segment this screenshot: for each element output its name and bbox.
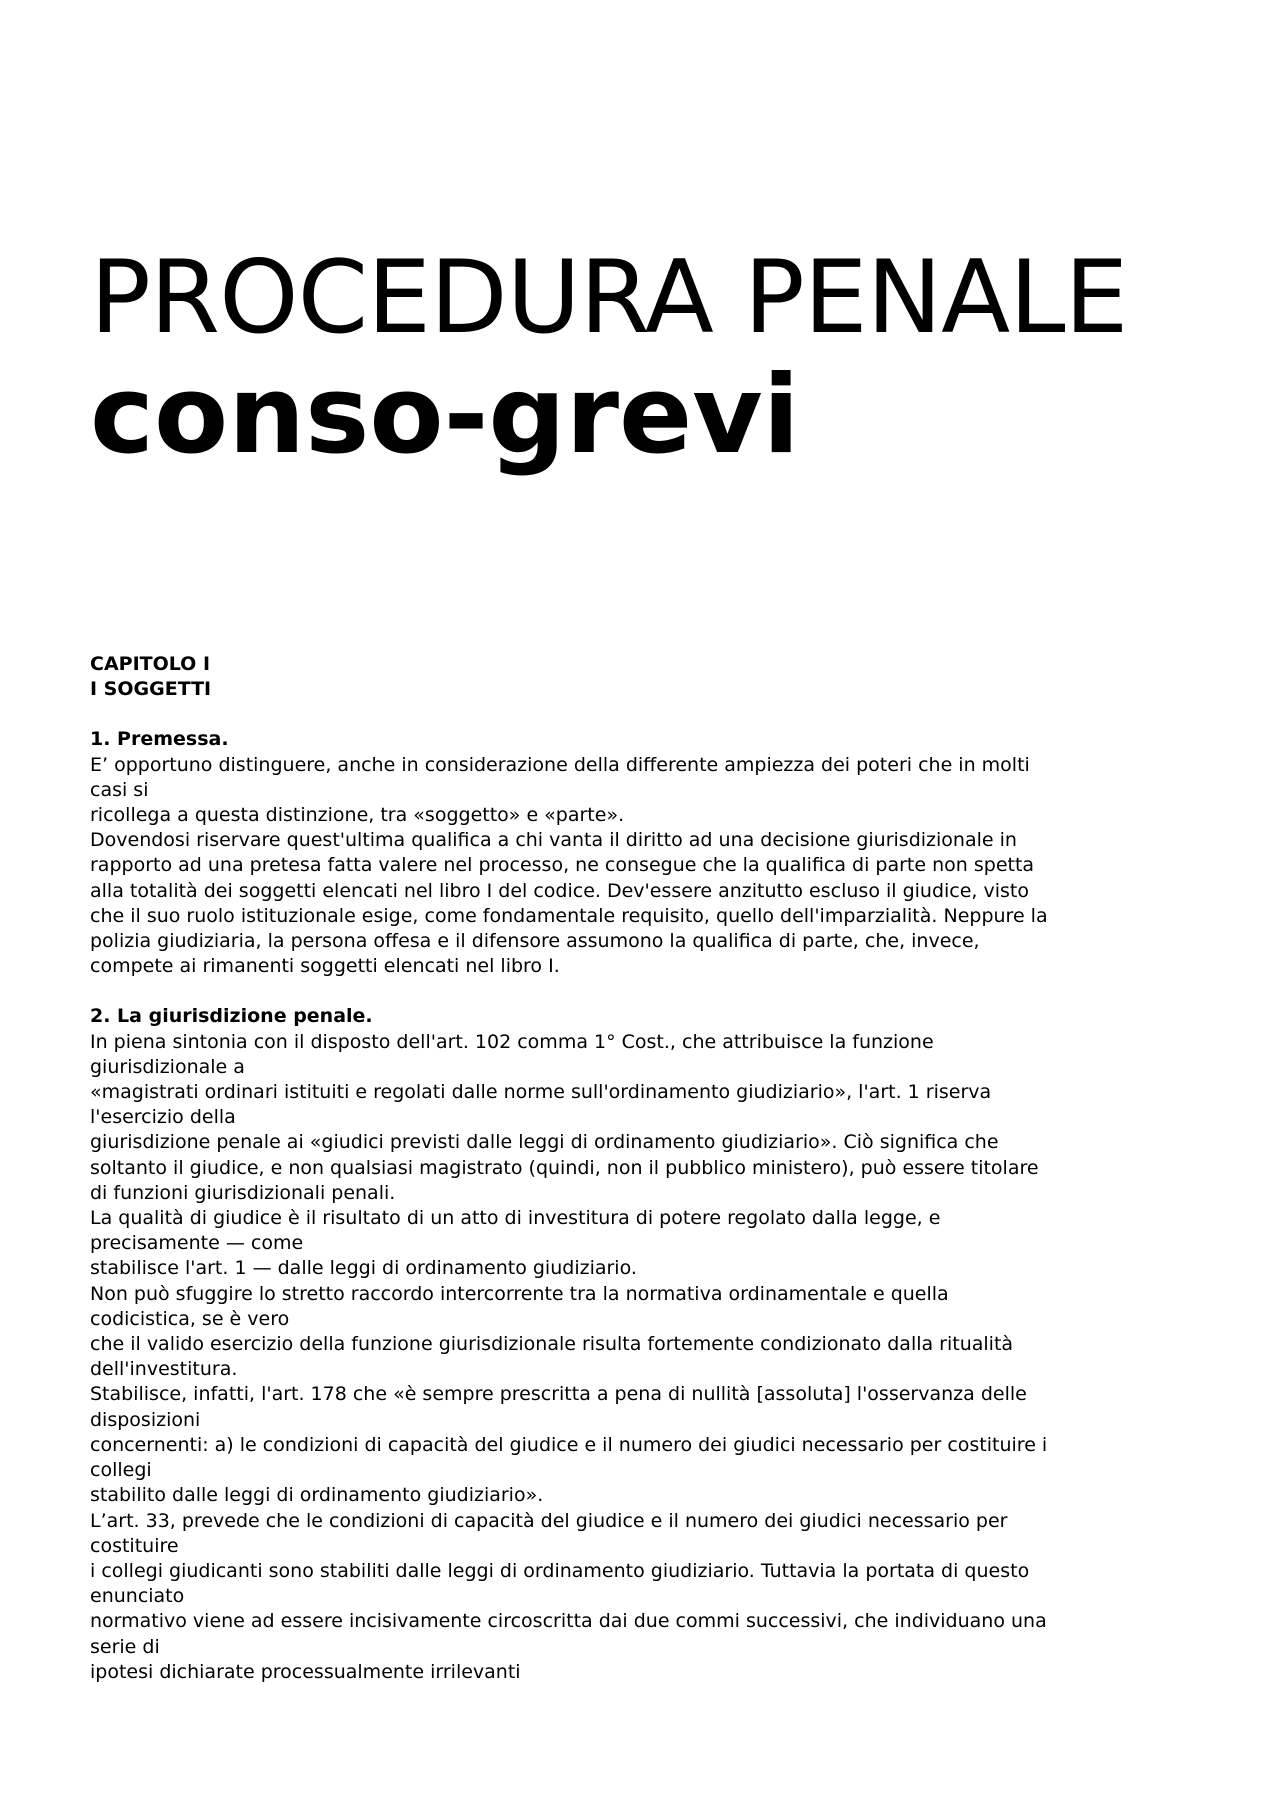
paragraph-line: giurisdizionale a bbox=[90, 1055, 245, 1078]
paragraph-line: E’ opportuno distinguere, anche in considerazione della differente ampiezza dei poteri che in molti bbox=[90, 753, 1030, 776]
title-block bbox=[90, 238, 1200, 476]
paragraph-line: normativo viene ad essere incisivamente circoscritta dai due commi successivi, che individuano una bbox=[90, 1610, 1047, 1633]
paragraph-line: stabilisce l'art. 1 — dalle leggi di ordinamento giudiziario. bbox=[90, 1257, 637, 1280]
paragraph-line: collegi bbox=[90, 1459, 152, 1482]
section-heading: 1. Premessa. bbox=[90, 728, 229, 751]
paragraph-line: soltanto il giudice, e non qualsiasi magistrato (quindi, non il pubblico ministero), può essere titolare bbox=[90, 1156, 1039, 1179]
paragraph-line: che il valido esercizio della funzione giurisdizionale risulta fortemente condizionato dalla ritualità bbox=[90, 1333, 1014, 1356]
paragraph-line: ipotesi dichiarate processualmente irrilevanti bbox=[90, 1660, 521, 1683]
paragraph-line: L’art. 33, prevede che le condizioni di capacità del giudice e il numero dei giudici necessario per bbox=[90, 1509, 1008, 1532]
paragraph-line: casi si bbox=[90, 778, 149, 801]
paragraph-line: enunciato bbox=[90, 1585, 185, 1608]
paragraph-line: i collegi giudicanti sono stabiliti dalle leggi di ordinamento giudiziario. Tuttavia la portata di questo bbox=[90, 1559, 1030, 1582]
paragraph-line: Dovendosi riservare quest'ultima qualifica a chi vanta il diritto ad una decisione giurisdizionale in bbox=[90, 829, 1017, 852]
paragraph-line: rapporto ad una pretesa fatta valere nel processo, ne consegue che la qualifica di parte non spetta bbox=[90, 854, 1035, 877]
paragraph-line: che il suo ruolo istituzionale esige, come fondamentale requisito, quello dell'imparzialità. Neppure la bbox=[90, 904, 1048, 927]
chapter-block bbox=[90, 652, 1200, 1685]
paragraph-line: alla totalità dei soggetti elencati nel libro I del codice. Dev'essere anzitutto escluso il giudice, visto bbox=[90, 879, 1030, 902]
paragraph-line: stabilito dalle leggi di ordinamento giudiziario». bbox=[90, 1484, 544, 1507]
paragraph-line: Non può sfuggire lo stretto raccordo intercorrente tra la normativa ordinamentale e quella bbox=[90, 1282, 949, 1305]
paragraph-line: polizia giudiziaria, la persona offesa e il difensore assumono la qualifica di parte, che, invece, bbox=[90, 930, 980, 953]
paragraph-line: In piena sintonia con il disposto dell'art. 102 comma 1° Cost., che attribuisce la funzione bbox=[90, 1030, 934, 1053]
document-subtitle: conso-grevi bbox=[90, 353, 800, 478]
paragraph-line: concernenti: a) le condizioni di capacità del giudice e il numero dei giudici necessario per costituire i bbox=[90, 1433, 1048, 1456]
paragraph-line: Stabilisce, infatti, l'art. 178 che «è sempre prescritta a pena di nullità [assoluta] l'osservanza delle bbox=[90, 1383, 1027, 1406]
document-title: PROCEDURA PENALE bbox=[90, 238, 1128, 356]
paragraph-line: ricollega a questa distinzione, tra «soggetto» e «parte». bbox=[90, 804, 625, 827]
paragraph-line: l'esercizio della bbox=[90, 1106, 236, 1129]
chapter-title: I SOGGETTI bbox=[90, 678, 212, 701]
paragraph-line: serie di bbox=[90, 1635, 160, 1658]
paragraph-line: codicistica, se è vero bbox=[90, 1307, 290, 1330]
paragraph-line: giurisdizione penale ai «giudici previsti dalle leggi di ordinamento giudiziario». Ciò significa che bbox=[90, 1131, 999, 1154]
chapter-label: CAPITOLO I bbox=[90, 653, 211, 675]
paragraph-line: dell'investitura. bbox=[90, 1358, 238, 1381]
section-giurisdizione-penale bbox=[90, 1004, 1200, 1684]
paragraph-line: disposizioni bbox=[90, 1408, 201, 1431]
paragraph-line: costituire bbox=[90, 1534, 179, 1557]
section-heading: 2. La giurisdizione penale. bbox=[90, 1005, 373, 1028]
paragraph-line: «magistrati ordinari istituiti e regolati dalle norme sull'ordinamento giudiziario», l'art. 1 riserva bbox=[90, 1081, 992, 1104]
section-premessa bbox=[90, 727, 1200, 979]
paragraph-line: di funzioni giurisdizionali penali. bbox=[90, 1181, 396, 1204]
paragraph-line: La qualità di giudice è il risultato di un atto di investitura di potere regolato dalla legge, e bbox=[90, 1207, 941, 1230]
paragraph-line: compete ai rimanenti soggetti elencati nel libro I. bbox=[90, 955, 560, 978]
paragraph-line: precisamente — come bbox=[90, 1232, 304, 1255]
